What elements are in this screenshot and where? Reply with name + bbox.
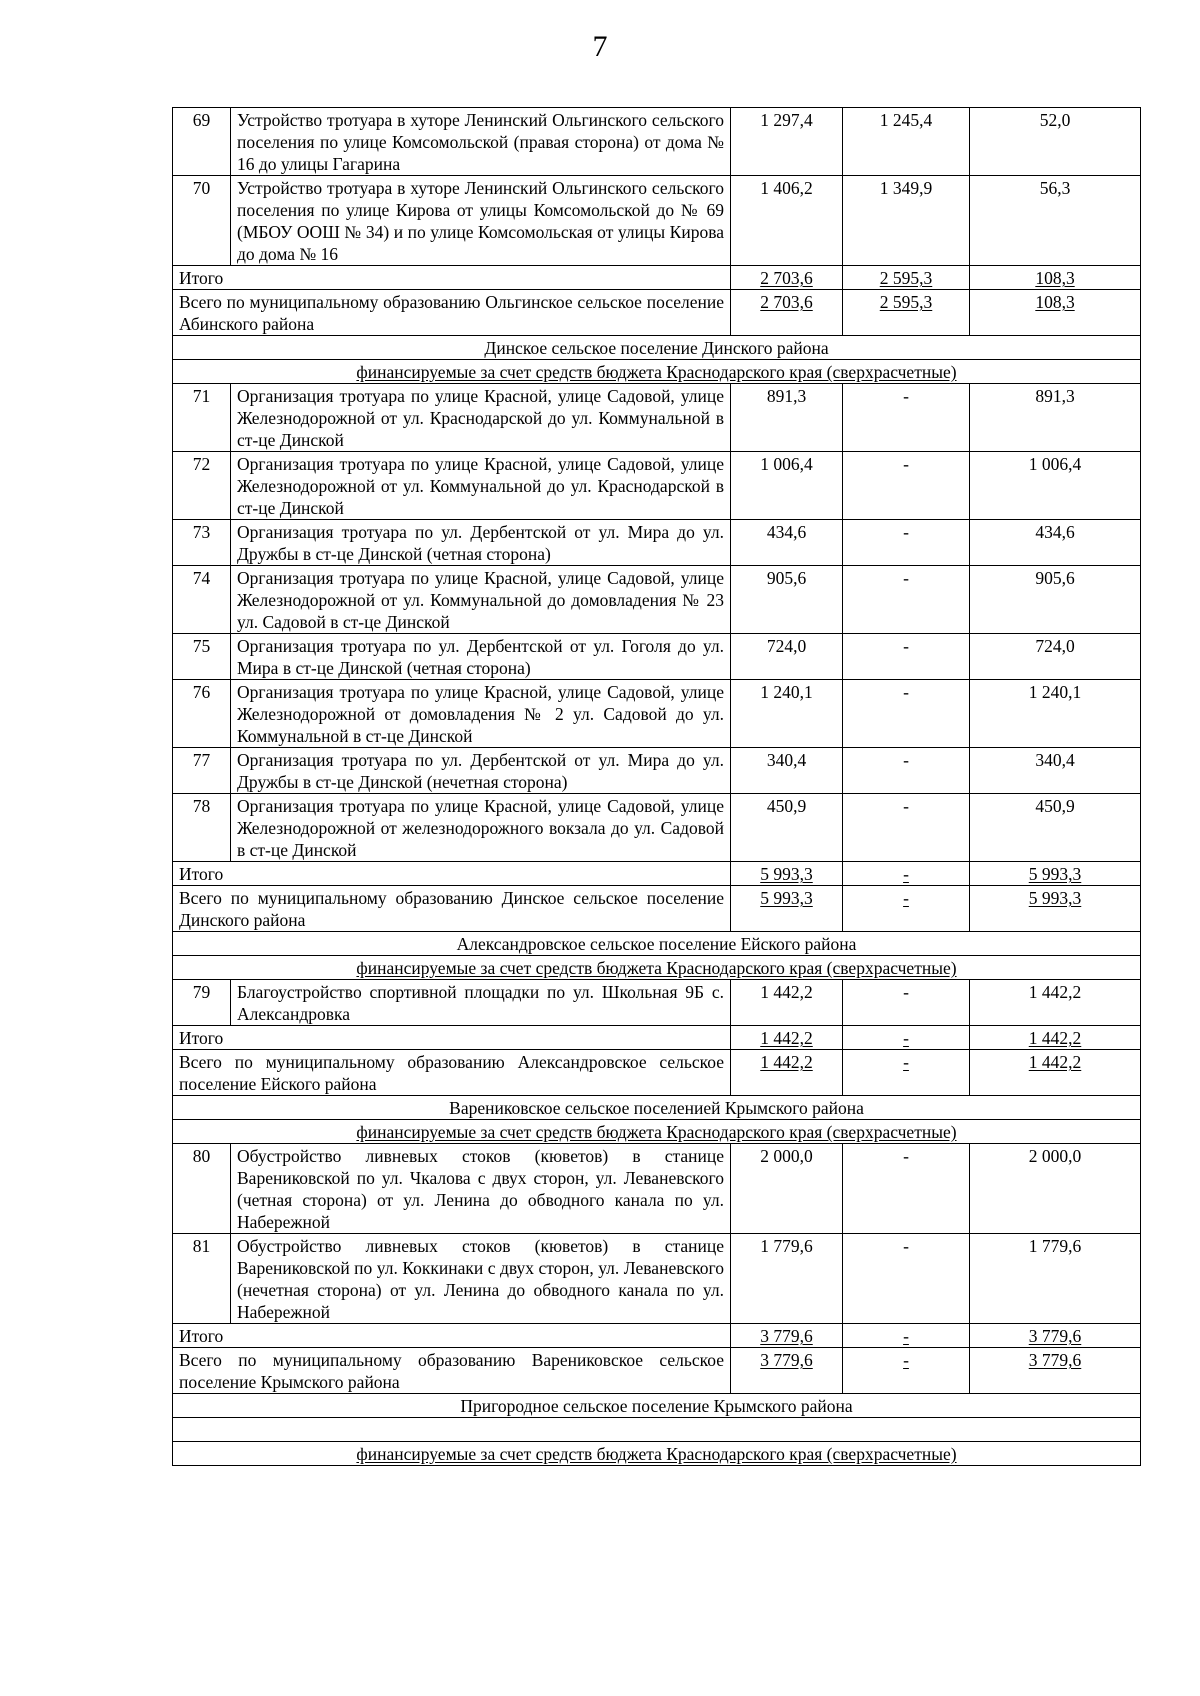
row-value-regional: 2 000,0 [970, 1144, 1141, 1234]
table-row [173, 748, 1141, 794]
funding-note: финансируемые за счет средств бюджета Краснодарского края (сверхрасчетные) [173, 1120, 1141, 1144]
row-value-federal: - [843, 566, 970, 634]
section-title: Пригородное сельское поселение Крымского района [173, 1394, 1141, 1418]
row-value-total: 891,3 [731, 384, 843, 452]
row-value-total: 724,0 [731, 634, 843, 680]
row-value-federal: - [843, 520, 970, 566]
subtotal-label: Итого [173, 266, 731, 290]
grand-total-label: Всего по муниципальному образованию Варениковское сельское поселение Крымского района [173, 1348, 731, 1394]
row-value-regional: 450,9 [970, 794, 1141, 862]
subtotal-row [173, 862, 1141, 886]
grand-total-value-total: 3 779,6 [731, 1348, 843, 1394]
subtotal-value-federal: - [843, 1026, 970, 1050]
section-title-row [173, 1394, 1141, 1418]
row-number: 77 [173, 748, 231, 794]
section-title: Александровское сельское поселение Ейского района [173, 932, 1141, 956]
row-value-total: 1 442,2 [731, 980, 843, 1026]
row-value-regional: 1 779,6 [970, 1234, 1141, 1324]
grand-total-label: Всего по муниципальному образованию Динское сельское поселение Динского района [173, 886, 731, 932]
section-title-row [173, 1096, 1141, 1120]
row-value-total: 1 406,2 [731, 176, 843, 266]
row-value-federal: - [843, 384, 970, 452]
row-value-regional: 1 442,2 [970, 980, 1141, 1026]
row-value-regional: 1 240,1 [970, 680, 1141, 748]
subtotal-label: Итого [173, 1026, 731, 1050]
subtotal-value-total: 1 442,2 [731, 1026, 843, 1050]
grand-total-row [173, 290, 1141, 336]
subtotal-value-regional: 1 442,2 [970, 1026, 1141, 1050]
row-value-total: 1 297,4 [731, 108, 843, 176]
subtotal-value-regional: 108,3 [970, 266, 1141, 290]
budget-table [172, 107, 1141, 1466]
row-value-regional: 891,3 [970, 384, 1141, 452]
row-value-federal: 1 349,9 [843, 176, 970, 266]
grand-total-value-federal: - [843, 1348, 970, 1394]
grand-total-label: Всего по муниципальному образованию Александровское сельское поселение Ейского района [173, 1050, 731, 1096]
row-value-total: 2 000,0 [731, 1144, 843, 1234]
section-title: Динское сельское поселение Динского района [173, 336, 1141, 360]
row-number: 72 [173, 452, 231, 520]
grand-total-value-regional: 108,3 [970, 290, 1141, 336]
row-value-total: 1 240,1 [731, 680, 843, 748]
row-number: 81 [173, 1234, 231, 1324]
row-description: Организация тротуара по улице Красной, улице Садовой, улице Железнодорожной от ул. Коммунальной до домовладения № 23 ул. Садовой в ст-це Динской [231, 566, 731, 634]
row-description: Организация тротуара по улице Красной, улице Садовой, улице Железнодорожной от железнодорожного вокзала до ул. Садовой в ст-це Динской [231, 794, 731, 862]
row-description: Обустройство ливневых стоков (кюветов) в станице Варениковской по ул. Коккинаки с двух сторон, ул. Леваневского (нечетная сторона) от ул. Ленина до обводного канала по ул. Набережной [231, 1234, 731, 1324]
funding-note-row [173, 1120, 1141, 1144]
grand-total-value-federal: - [843, 1050, 970, 1096]
section-title-row [173, 932, 1141, 956]
grand-total-value-federal: - [843, 886, 970, 932]
grand-total-value-federal: 2 595,3 [843, 290, 970, 336]
grand-total-row [173, 886, 1141, 932]
row-description: Обустройство ливневых стоков (кюветов) в станице Варениковской по ул. Чкалова с двух сторон, ул. Леваневского (четная сторона) от ул. Ленина до обводного канала по ул. Набережной [231, 1144, 731, 1234]
row-value-total: 905,6 [731, 566, 843, 634]
page-number: 7 [592, 30, 608, 63]
row-number: 78 [173, 794, 231, 862]
grand-total-value-regional: 3 779,6 [970, 1348, 1141, 1394]
funding-note: финансируемые за счет средств бюджета Краснодарского края (сверхрасчетные) [173, 360, 1141, 384]
row-number: 80 [173, 1144, 231, 1234]
row-number: 70 [173, 176, 231, 266]
row-description: Благоустройство спортивной площадки по ул. Школьная 9Б с. Александровка [231, 980, 731, 1026]
section-title: Варениковское сельское поселенией Крымского района [173, 1096, 1141, 1120]
spacer-row [173, 1418, 1141, 1442]
row-description: Организация тротуара по ул. Дербентской от ул. Гоголя до ул. Мира в ст-це Динской (четная сторона) [231, 634, 731, 680]
row-value-regional: 52,0 [970, 108, 1141, 176]
subtotal-label: Итого [173, 1324, 731, 1348]
subtotal-value-total: 5 993,3 [731, 862, 843, 886]
subtotal-value-regional: 3 779,6 [970, 1324, 1141, 1348]
section-title-row [173, 336, 1141, 360]
row-number: 74 [173, 566, 231, 634]
row-value-federal: - [843, 748, 970, 794]
funding-note-row [173, 956, 1141, 980]
row-value-federal: - [843, 1144, 970, 1234]
subtotal-value-federal: - [843, 1324, 970, 1348]
row-value-total: 1 006,4 [731, 452, 843, 520]
subtotal-value-federal: 2 595,3 [843, 266, 970, 290]
grand-total-value-total: 1 442,2 [731, 1050, 843, 1096]
row-number: 73 [173, 520, 231, 566]
subtotal-row [173, 266, 1141, 290]
subtotal-value-federal: - [843, 862, 970, 886]
row-value-total: 1 779,6 [731, 1234, 843, 1324]
subtotal-row [173, 1324, 1141, 1348]
grand-total-value-total: 5 993,3 [731, 886, 843, 932]
table-row [173, 176, 1141, 266]
table-row [173, 1144, 1141, 1234]
row-value-regional: 340,4 [970, 748, 1141, 794]
row-value-total: 450,9 [731, 794, 843, 862]
row-description: Организация тротуара по ул. Дербентской от ул. Мира до ул. Дружбы в ст-це Динской (четная сторона) [231, 520, 731, 566]
table-row [173, 384, 1141, 452]
subtotal-label: Итого [173, 862, 731, 886]
row-number: 76 [173, 680, 231, 748]
grand-total-value-regional: 1 442,2 [970, 1050, 1141, 1096]
funding-note: финансируемые за счет средств бюджета Краснодарского края (сверхрасчетные) [173, 1442, 1141, 1466]
table-row [173, 452, 1141, 520]
subtotal-value-regional: 5 993,3 [970, 862, 1141, 886]
table-row [173, 634, 1141, 680]
row-value-total: 434,6 [731, 520, 843, 566]
grand-total-row [173, 1050, 1141, 1096]
row-description: Устройство тротуара в хуторе Ленинский Ольгинского сельского поселения по улице Комсомольской (правая сторона) от дома № 16 до улицы Гагарина [231, 108, 731, 176]
row-value-federal: - [843, 1234, 970, 1324]
row-number: 71 [173, 384, 231, 452]
subtotal-row [173, 1026, 1141, 1050]
table-row [173, 1234, 1141, 1324]
subtotal-value-total: 2 703,6 [731, 266, 843, 290]
row-number: 79 [173, 980, 231, 1026]
grand-total-row [173, 1348, 1141, 1394]
row-value-regional: 56,3 [970, 176, 1141, 266]
funding-note-row [173, 1442, 1141, 1466]
grand-total-value-regional: 5 993,3 [970, 886, 1141, 932]
row-description: Организация тротуара по улице Красной, улице Садовой, улице Железнодорожной от ул. Краснодарской до ул. Коммунальной в ст-це Динской [231, 384, 731, 452]
funding-note: финансируемые за счет средств бюджета Краснодарского края (сверхрасчетные) [173, 956, 1141, 980]
row-description: Организация тротуара по улице Красной, улице Садовой, улице Железнодорожной от ул. Коммунальной до ул. Краснодарской в ст-це Динской [231, 452, 731, 520]
table-row [173, 520, 1141, 566]
funding-note-row [173, 360, 1141, 384]
table-row [173, 108, 1141, 176]
grand-total-value-total: 2 703,6 [731, 290, 843, 336]
row-value-regional: 724,0 [970, 634, 1141, 680]
row-description: Устройство тротуара в хуторе Ленинский Ольгинского сельского поселения по улице Кирова от улицы Комсомольской до № 69 (МБОУ ООШ № 34) и по улице Комсомольская от улицы Кирова до дома № 16 [231, 176, 731, 266]
row-value-federal: - [843, 980, 970, 1026]
table-row [173, 794, 1141, 862]
spacer-cell [173, 1418, 1141, 1442]
row-value-regional: 1 006,4 [970, 452, 1141, 520]
table-row [173, 566, 1141, 634]
row-value-regional: 905,6 [970, 566, 1141, 634]
row-number: 69 [173, 108, 231, 176]
table-row [173, 980, 1141, 1026]
row-description: Организация тротуара по ул. Дербентской от ул. Мира до ул. Дружбы в ст-це Динской (нечетная сторона) [231, 748, 731, 794]
row-number: 75 [173, 634, 231, 680]
grand-total-label: Всего по муниципальному образованию Ольгинское сельское поселение Абинского района [173, 290, 731, 336]
row-value-total: 340,4 [731, 748, 843, 794]
row-value-federal: - [843, 452, 970, 520]
row-value-federal: 1 245,4 [843, 108, 970, 176]
row-value-federal: - [843, 680, 970, 748]
row-description: Организация тротуара по улице Красной, улице Садовой, улице Железнодорожной от домовладения № 2 ул. Садовой до ул. Коммунальной в ст-це Динской [231, 680, 731, 748]
row-value-federal: - [843, 794, 970, 862]
subtotal-value-total: 3 779,6 [731, 1324, 843, 1348]
row-value-regional: 434,6 [970, 520, 1141, 566]
row-value-federal: - [843, 634, 970, 680]
table-row [173, 680, 1141, 748]
